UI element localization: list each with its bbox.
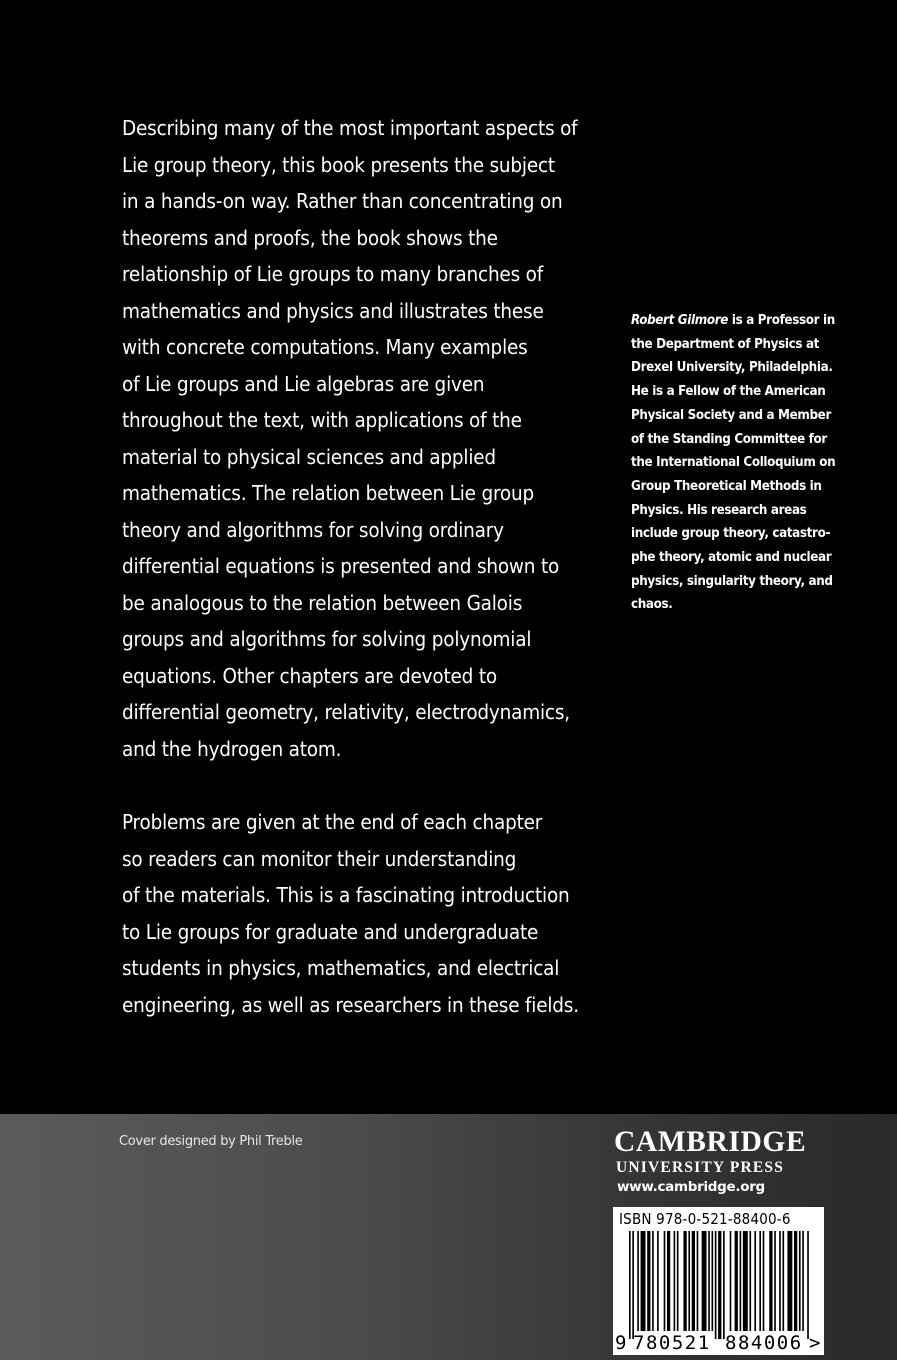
barcode-bar — [712, 1231, 714, 1331]
description-paragraph-2 — [122, 804, 612, 1023]
barcode-end-mark: > — [809, 1332, 822, 1354]
text-line: throughout the text, with applications of the — [122, 408, 522, 432]
text-line: of the Standing Committee for — [631, 431, 827, 447]
text-line: Problems are given at the end of each chapter — [122, 810, 543, 834]
barcode-bar — [674, 1231, 676, 1331]
bio-line: Robert Gilmore is a Professor in — [631, 313, 835, 328]
publisher-website: www.cambridge.org — [617, 1179, 765, 1195]
author-bio — [631, 309, 876, 617]
barcode-bar — [718, 1231, 721, 1339]
text-line: students in physics, mathematics, and electrical — [122, 956, 560, 980]
barcode-bar — [652, 1231, 654, 1331]
barcode-bar — [782, 1231, 784, 1331]
publisher-subtitle: UNIVERSITY PRESS — [616, 1159, 785, 1176]
author-name: Robert Gilmore — [631, 313, 729, 328]
barcode-bar — [715, 1231, 717, 1339]
text-line: chaos. — [631, 597, 673, 613]
barcode-bar — [708, 1231, 710, 1331]
barcode-bar — [759, 1231, 761, 1331]
text-line: Describing many of the most important aspects of — [122, 116, 578, 140]
cover-credit: Cover designed by Phil Treble — [119, 1134, 303, 1149]
text-line: Lie group theory, this book presents the subject — [122, 152, 555, 177]
text-line: relationship of Lie groups to many branches of — [122, 262, 544, 286]
barcode-bar — [735, 1231, 738, 1331]
barcode-bar — [657, 1231, 659, 1331]
text-line: of Lie groups and Lie algebras are given — [122, 371, 485, 396]
barcode-bar — [743, 1231, 748, 1331]
text-line: physics, singularity theory, and — [631, 573, 833, 589]
barcode-bar — [754, 1231, 756, 1331]
barcode-bar — [647, 1231, 650, 1331]
barcode-bar — [802, 1231, 804, 1331]
text-line: to Lie groups for graduate and undergraduate — [122, 919, 539, 944]
description-paragraph-1 — [122, 110, 612, 767]
barcode-bar — [807, 1231, 809, 1339]
text-line: mathematics. The relation between Lie group — [122, 481, 535, 505]
barcode-bar — [799, 1231, 801, 1331]
barcode-bar — [787, 1231, 792, 1331]
publisher-logo — [614, 1126, 824, 1177]
text-line: include group theory, catastro- — [631, 526, 831, 542]
barcode-bar — [794, 1231, 797, 1331]
barcode-bar — [632, 1231, 634, 1339]
barcode-bar — [677, 1231, 679, 1331]
barcode-bar — [629, 1231, 631, 1339]
text-line: and the hydrogen atom. — [122, 736, 342, 761]
text-line: in a hands-on way. Rather than concentrating on — [122, 189, 563, 213]
book-description — [122, 110, 612, 1023]
barcode-digits — [613, 1333, 824, 1353]
barcode-bar — [779, 1231, 781, 1331]
text-line: differential geometry, relativity, electrodynamics, — [122, 700, 570, 724]
barcode-bar — [641, 1231, 646, 1331]
barcode-bar — [664, 1231, 666, 1331]
text-line: be analogous to the relation between Galois — [122, 590, 523, 615]
text-line: Physical Society and a Member — [631, 407, 832, 423]
text-line: the International Colloquium on — [631, 455, 836, 471]
text-line: the Department of Physics at — [631, 336, 820, 352]
barcode-bar — [702, 1231, 707, 1331]
barcode-bar — [723, 1231, 725, 1339]
text-line: of the materials. This is a fascinating introduction — [122, 883, 570, 907]
barcode-bar — [769, 1231, 772, 1331]
text-line: differential equations is presented and shown to — [122, 554, 560, 578]
barcode-first-digit: 9 — [615, 1332, 628, 1354]
text-line: with concrete computations. Many examples — [122, 335, 528, 359]
text-line: He is a Fellow of the American — [631, 384, 826, 400]
text-line: equations. Other chapters are devoted to — [122, 663, 497, 688]
text-line: Drexel University, Philadelphia. — [631, 360, 833, 376]
text-line: phe theory, atomic and nuclear — [631, 550, 832, 566]
text-line: groups and algorithms for solving polynomial — [122, 627, 532, 651]
barcode-left-group: 780521 — [633, 1332, 711, 1354]
barcode-bar — [763, 1231, 765, 1331]
barcode-bar — [683, 1231, 686, 1331]
text-line: theory and algorithms for solving ordinary — [122, 517, 504, 542]
text-line: mathematics and physics and illustrates these — [122, 298, 544, 323]
text-line: engineering, as well as researchers in these fields. — [122, 992, 579, 1017]
barcode-bar — [730, 1231, 732, 1331]
text-line: so readers can monitor their understanding — [122, 846, 517, 871]
publisher-name: CAMBRIDGE — [614, 1126, 807, 1158]
barcode-bar — [667, 1231, 670, 1331]
text-line: material to physical sciences and applied — [122, 444, 496, 469]
barcode-bar — [749, 1231, 751, 1331]
barcode-bar — [774, 1231, 776, 1331]
barcode-bar — [740, 1231, 742, 1331]
barcode-right-group: 884006 — [725, 1332, 803, 1354]
text-line: Physics. His research areas — [631, 502, 807, 518]
barcode-bar — [637, 1231, 639, 1331]
barcode-bar — [692, 1231, 695, 1331]
barcode-bar — [697, 1231, 699, 1331]
isbn-barcode — [613, 1207, 824, 1355]
isbn-label: ISBN 978-0-521-88400-6 — [619, 1210, 791, 1228]
text-line: theorems and proofs, the book shows the — [122, 225, 498, 250]
text-line: Group Theoretical Methods in — [631, 478, 822, 494]
barcode-bar — [688, 1231, 690, 1331]
